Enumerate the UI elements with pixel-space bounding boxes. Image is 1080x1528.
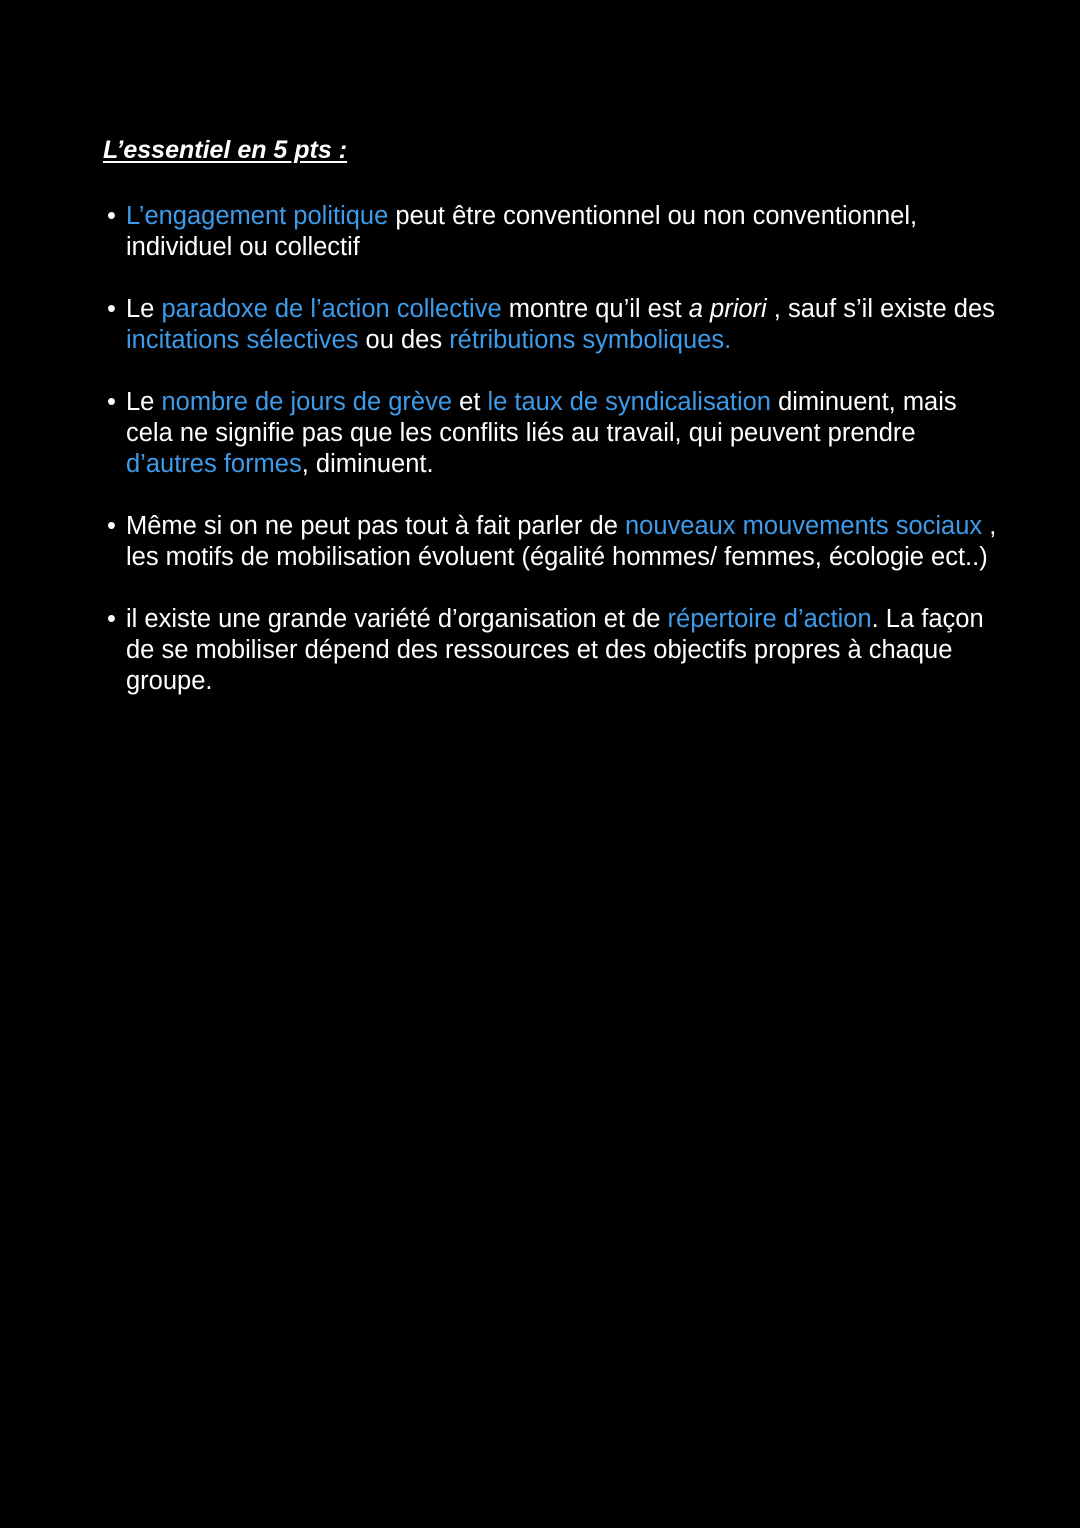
text-run: diminuent, mais cela ne signifie pas que les conflits liés au travail, qui peuvent prendre <box>126 388 957 447</box>
key-term: nombre de jours de grève <box>161 388 453 416</box>
key-term: nouveaux mouvements sociaux <box>624 512 983 540</box>
text-run: Le <box>126 388 162 416</box>
text-run: , sauf s’il existe des <box>766 295 995 323</box>
text-run: . La façon de se mobiliser dépend des ressources et des objectifs propres à chaque groupe. <box>126 605 984 695</box>
italic-term: a priori <box>688 295 767 323</box>
key-term: rétributions symboliques. <box>449 326 732 354</box>
text-run: et <box>452 388 488 416</box>
bullet-icon: • <box>107 202 116 230</box>
text-run: ou des <box>358 326 450 354</box>
key-term: paradoxe de l’action collective <box>161 295 502 323</box>
section-heading: L’essentiel en 5 pts : <box>103 136 348 164</box>
text-run: , les motifs de mobilisation évoluent (égalité hommes/ femmes, écologie ect..) <box>126 512 997 571</box>
text-run: Même si on ne peut pas tout à fait parler de <box>126 512 625 540</box>
list-item <box>103 294 1003 356</box>
bullet-icon: • <box>107 605 116 633</box>
document-page <box>103 132 1003 728</box>
text-run: peut être conventionnel ou non conventionnel, individuel ou collectif <box>126 202 918 261</box>
key-term: incitations sélectives <box>126 326 359 354</box>
list-item <box>103 604 1003 697</box>
bullet-icon: • <box>107 295 116 323</box>
list-item <box>103 387 1003 480</box>
text-run: montre qu’il est <box>501 295 689 323</box>
key-term: répertoire d’action <box>667 605 872 633</box>
list-item <box>103 201 1003 263</box>
key-term: le taux de syndicalisation <box>487 388 771 416</box>
key-term: L’engagement politique <box>126 202 389 230</box>
key-points-list <box>103 201 1003 697</box>
bullet-icon: • <box>107 388 116 416</box>
text-run: il existe une grande variété d’organisation et de <box>126 605 668 633</box>
list-item <box>103 511 1003 573</box>
text-run: Le <box>126 295 162 323</box>
bullet-icon: • <box>107 512 116 540</box>
text-run: , diminuent. <box>301 450 434 478</box>
key-term: d’autres formes <box>126 450 302 478</box>
